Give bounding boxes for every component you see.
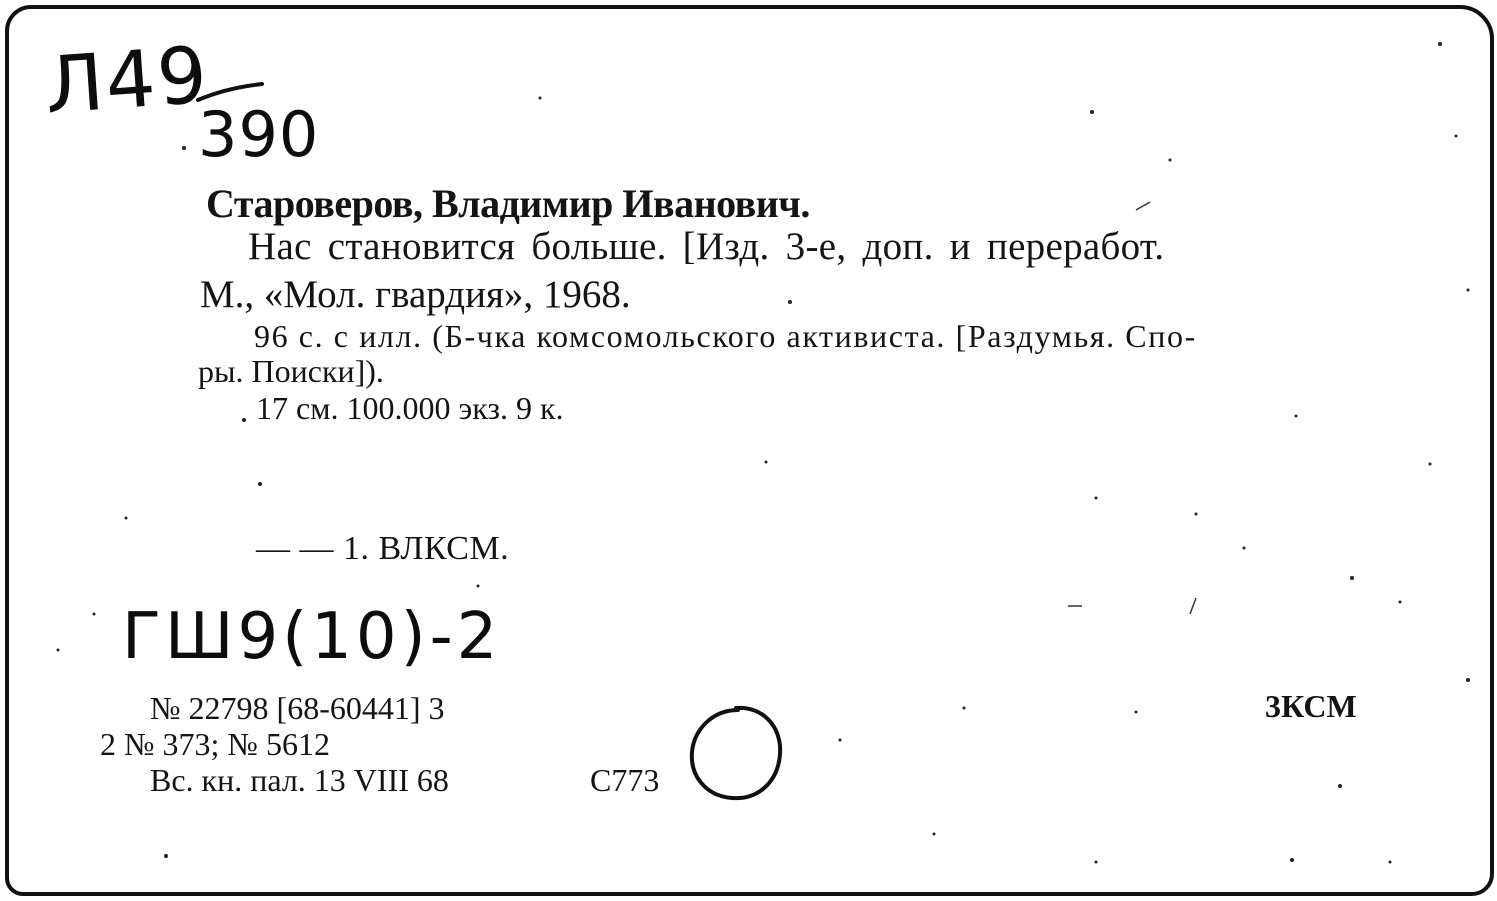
title-line-1: Нас становится больше. [Изд. 3-е, доп. и переработ. [248, 225, 1165, 268]
subject-code: 3КСМ [1265, 688, 1357, 724]
number-line: № 22798 [68-60441] 3 [150, 690, 445, 726]
handwritten-shelf-number: 390 [198, 98, 320, 171]
extent-line-1: 96 с. с илл. (Б-чка комсомольского активиста. [Раздумья. Спо- [254, 318, 1197, 354]
title-line-2: М., «Мол. гвардия», 1968. [200, 273, 631, 316]
code-label: С773 [590, 762, 660, 798]
author-heading: Староверов, Владимир Иванович. [206, 181, 810, 226]
series-line: 2 № 373; № 5612 [100, 726, 330, 762]
format-line: 17 см. 100.000 экз. 9 к. [256, 390, 564, 426]
handwritten-shelf-mark: Л49 [42, 30, 212, 132]
subject-heading: — — 1. ВЛКСМ. [256, 530, 510, 567]
handwritten-classification: ГШ9(10)-2 [122, 600, 502, 674]
extent-line-2: ры. Поиски]). [198, 353, 384, 389]
register-line: Вс. кн. пал. 13 VIII 68 [150, 762, 449, 798]
hand-drawn-circle [684, 702, 788, 806]
